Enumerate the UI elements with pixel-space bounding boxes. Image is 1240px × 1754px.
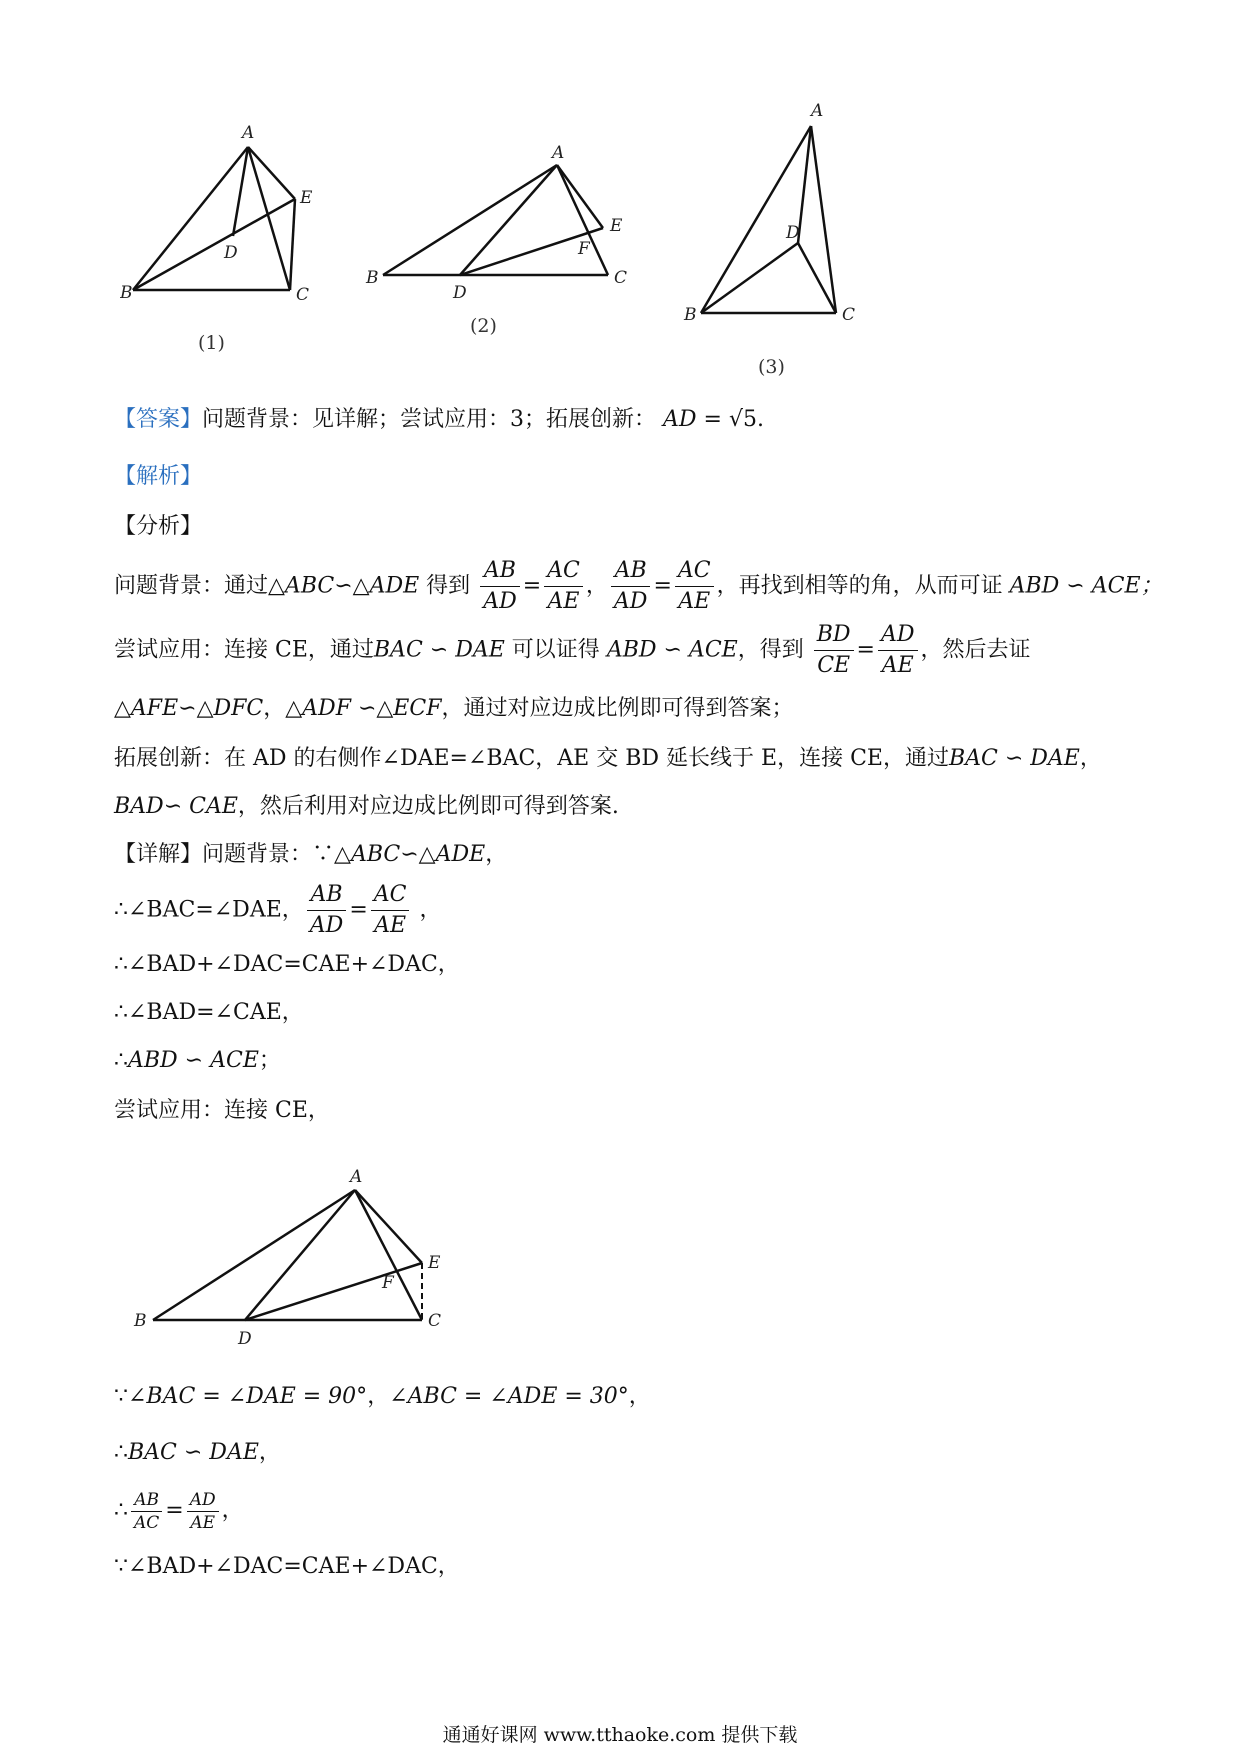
footer: 通通好课网 www.tthaoke.com 提供下载 xyxy=(442,1724,798,1746)
para-2-mid: 可以证得 xyxy=(511,637,600,663)
equals: = xyxy=(856,637,875,663)
step-6-eq1: ∠BAC = ∠DAE = 90° xyxy=(128,1384,368,1409)
step-5: 尝试应用：连接 CE， xyxy=(114,1098,330,1123)
fraction xyxy=(187,1489,219,1534)
step-6-end: ， xyxy=(628,1384,651,1409)
fraction xyxy=(544,556,583,617)
para-2-pre: 尝试应用：连接 CE，通过 xyxy=(114,637,374,663)
detail-line xyxy=(114,840,507,870)
step-3: ∴∠BAD=∠CAE， xyxy=(114,1000,304,1025)
step-8-pre: ∴ xyxy=(114,1498,128,1523)
step-6 xyxy=(114,1382,651,1412)
answer-formula-eq: = xyxy=(703,407,722,432)
step-7-sim: BAC ∽ DAE xyxy=(128,1440,259,1465)
para-2-post: ，然后去证 xyxy=(920,637,1031,663)
figure-3-caption: (3) xyxy=(758,356,785,378)
label-C: C xyxy=(296,285,310,305)
comma: ， xyxy=(585,573,608,599)
label-D: D xyxy=(224,243,238,263)
step-7 xyxy=(114,1438,281,1468)
answer-tag: 【答案】 xyxy=(114,407,203,432)
label-A: A xyxy=(350,1167,363,1187)
figure-2 xyxy=(360,140,640,310)
figure-1-caption: (1) xyxy=(198,332,225,354)
para-1-mid: 得到 xyxy=(426,573,471,599)
frac-num: AD xyxy=(187,1489,219,1512)
answer-line xyxy=(114,405,764,435)
label-D: D xyxy=(238,1329,252,1349)
step-6-pre: ∵ xyxy=(114,1384,128,1409)
para-1 xyxy=(114,556,1163,617)
step-2: ∴∠BAD+∠DAC=CAE+∠DAC， xyxy=(114,952,460,977)
label-C: C xyxy=(614,268,628,288)
fenxi-title: 【分析】 xyxy=(114,514,203,539)
frac-den: AD xyxy=(613,589,648,614)
fraction xyxy=(611,556,651,617)
fraction xyxy=(878,620,918,681)
frac-num: AB xyxy=(131,1489,162,1512)
detail-tag: 【详解】 xyxy=(114,842,203,867)
label-E: E xyxy=(428,1253,441,1273)
frac-num: AB xyxy=(480,556,520,587)
para-4 xyxy=(114,744,1102,774)
label-A: A xyxy=(242,123,255,143)
para-1-post: ，再找到相等的角，从而可证 xyxy=(716,573,1003,599)
label-C: C xyxy=(428,1311,442,1331)
label-B: B xyxy=(366,268,379,288)
label-B: B xyxy=(134,1311,147,1331)
detail-end: ， xyxy=(485,842,508,867)
label-F: F xyxy=(578,239,590,259)
frac-num: AD xyxy=(878,620,918,651)
para-5-post: ，然后利用对应边成比例即可得到答案. xyxy=(237,794,619,819)
frac-den: AE xyxy=(678,589,711,614)
step-6-eq2: ∠ABC = ∠ADE = 30° xyxy=(389,1384,629,1409)
para-1-sim: △ABC∽△ADE xyxy=(268,573,420,599)
step-4 xyxy=(114,1046,281,1076)
fraction xyxy=(675,556,714,617)
figure-1-diagram xyxy=(120,120,320,350)
analysis-tag: 【解析】 xyxy=(114,464,203,489)
fraction xyxy=(480,556,520,617)
para-3-post: ，通过对应边成比例即可得到答案； xyxy=(441,696,794,721)
frac-den: AD xyxy=(483,589,517,614)
step-6-sep: ， xyxy=(367,1384,390,1409)
fraction xyxy=(131,1489,162,1534)
answer-formula-end: . xyxy=(757,407,764,432)
step-9: ∵∠BAD+∠DAC=CAE+∠DAC， xyxy=(114,1554,460,1579)
para-3-sep: ， xyxy=(263,696,286,721)
frac-num: AB xyxy=(307,880,347,911)
para-2-get: ，得到 xyxy=(737,637,804,663)
figure-2-caption: (2) xyxy=(470,315,497,337)
frac-num: AC xyxy=(371,880,410,911)
answer-formula-lhs: AD xyxy=(663,407,697,432)
para-4-pre: 拓展创新：在 AD 的右侧作∠DAE=∠BAC，AE 交 BD 延长线于 E，连接 CE，通过 xyxy=(114,746,949,771)
step-8-end: ， xyxy=(221,1498,244,1523)
frac-den: CE xyxy=(817,653,851,678)
frac-num: AB xyxy=(611,556,651,587)
label-B: B xyxy=(684,305,697,325)
para-1-pre: 问题背景：通过 xyxy=(114,573,269,599)
step-7-end: ， xyxy=(258,1440,281,1465)
para-2-sim2: ABD ∽ ACE xyxy=(606,637,738,663)
label-A: A xyxy=(552,143,565,163)
label-E: E xyxy=(610,216,623,236)
fraction xyxy=(307,880,347,941)
step-1 xyxy=(114,880,442,941)
para-3-s2: △ADF ∽△ECF xyxy=(285,696,442,721)
para-4-sim: BAC ∽ DAE xyxy=(948,746,1080,771)
answer-text: 问题背景：见详解；尝试应用：3；拓展创新： xyxy=(202,407,657,432)
para-1-end: ABD ∽ ACE； xyxy=(1009,573,1163,599)
step-1-end: ， xyxy=(419,897,442,923)
para-5-sim: BAD∽ CAE xyxy=(114,794,238,819)
equals: = xyxy=(349,897,368,923)
step-4-pre: ∴ xyxy=(114,1048,128,1073)
figure-4-diagram xyxy=(130,1160,460,1350)
step-4-sim: ABD ∽ ACE xyxy=(128,1048,259,1073)
equals: = xyxy=(165,1498,184,1523)
detail-pre: 问题背景：∵ xyxy=(202,842,335,867)
frac-den: AE xyxy=(881,653,914,678)
frac-den: AD xyxy=(309,913,344,938)
frac-num: AC xyxy=(675,556,714,587)
figure-2-diagram xyxy=(360,140,640,310)
para-2-sim: BAC ∽ DAE xyxy=(373,637,505,663)
label-E: E xyxy=(300,188,313,208)
figure-4 xyxy=(130,1160,460,1350)
label-B: B xyxy=(120,283,133,303)
para-5 xyxy=(114,792,619,822)
label-D: D xyxy=(786,223,800,243)
label-C: C xyxy=(842,305,856,325)
equals: = xyxy=(653,573,672,599)
fraction xyxy=(371,880,410,941)
para-2 xyxy=(114,620,1031,681)
step-1-pre: ∴∠BAC=∠DAE， xyxy=(114,897,304,923)
equals: = xyxy=(522,573,542,599)
para-3-s1: △AFE∽△DFC xyxy=(114,696,264,721)
frac-den: AE xyxy=(547,589,580,614)
figure-3 xyxy=(670,100,870,330)
figure-3-diagram xyxy=(670,100,870,330)
para-4-end: ， xyxy=(1079,746,1102,771)
frac-den: AE xyxy=(374,913,407,938)
detail-sim: △ABC∽△ADE xyxy=(334,842,486,867)
label-F: F xyxy=(382,1273,394,1293)
frac-num: BD xyxy=(814,620,854,651)
fraction xyxy=(814,620,854,681)
frac-num: AC xyxy=(544,556,583,587)
step-8 xyxy=(114,1486,244,1536)
frac-den: AC xyxy=(134,1512,160,1533)
label-A: A xyxy=(811,101,824,121)
frac-den: AE xyxy=(190,1512,216,1533)
answer-formula-sqrt: √5 xyxy=(728,407,757,432)
label-D: D xyxy=(453,283,467,303)
step-7-pre: ∴ xyxy=(114,1440,128,1465)
para-3 xyxy=(114,694,793,724)
figure-1 xyxy=(120,120,320,350)
step-4-end: ； xyxy=(258,1048,281,1073)
